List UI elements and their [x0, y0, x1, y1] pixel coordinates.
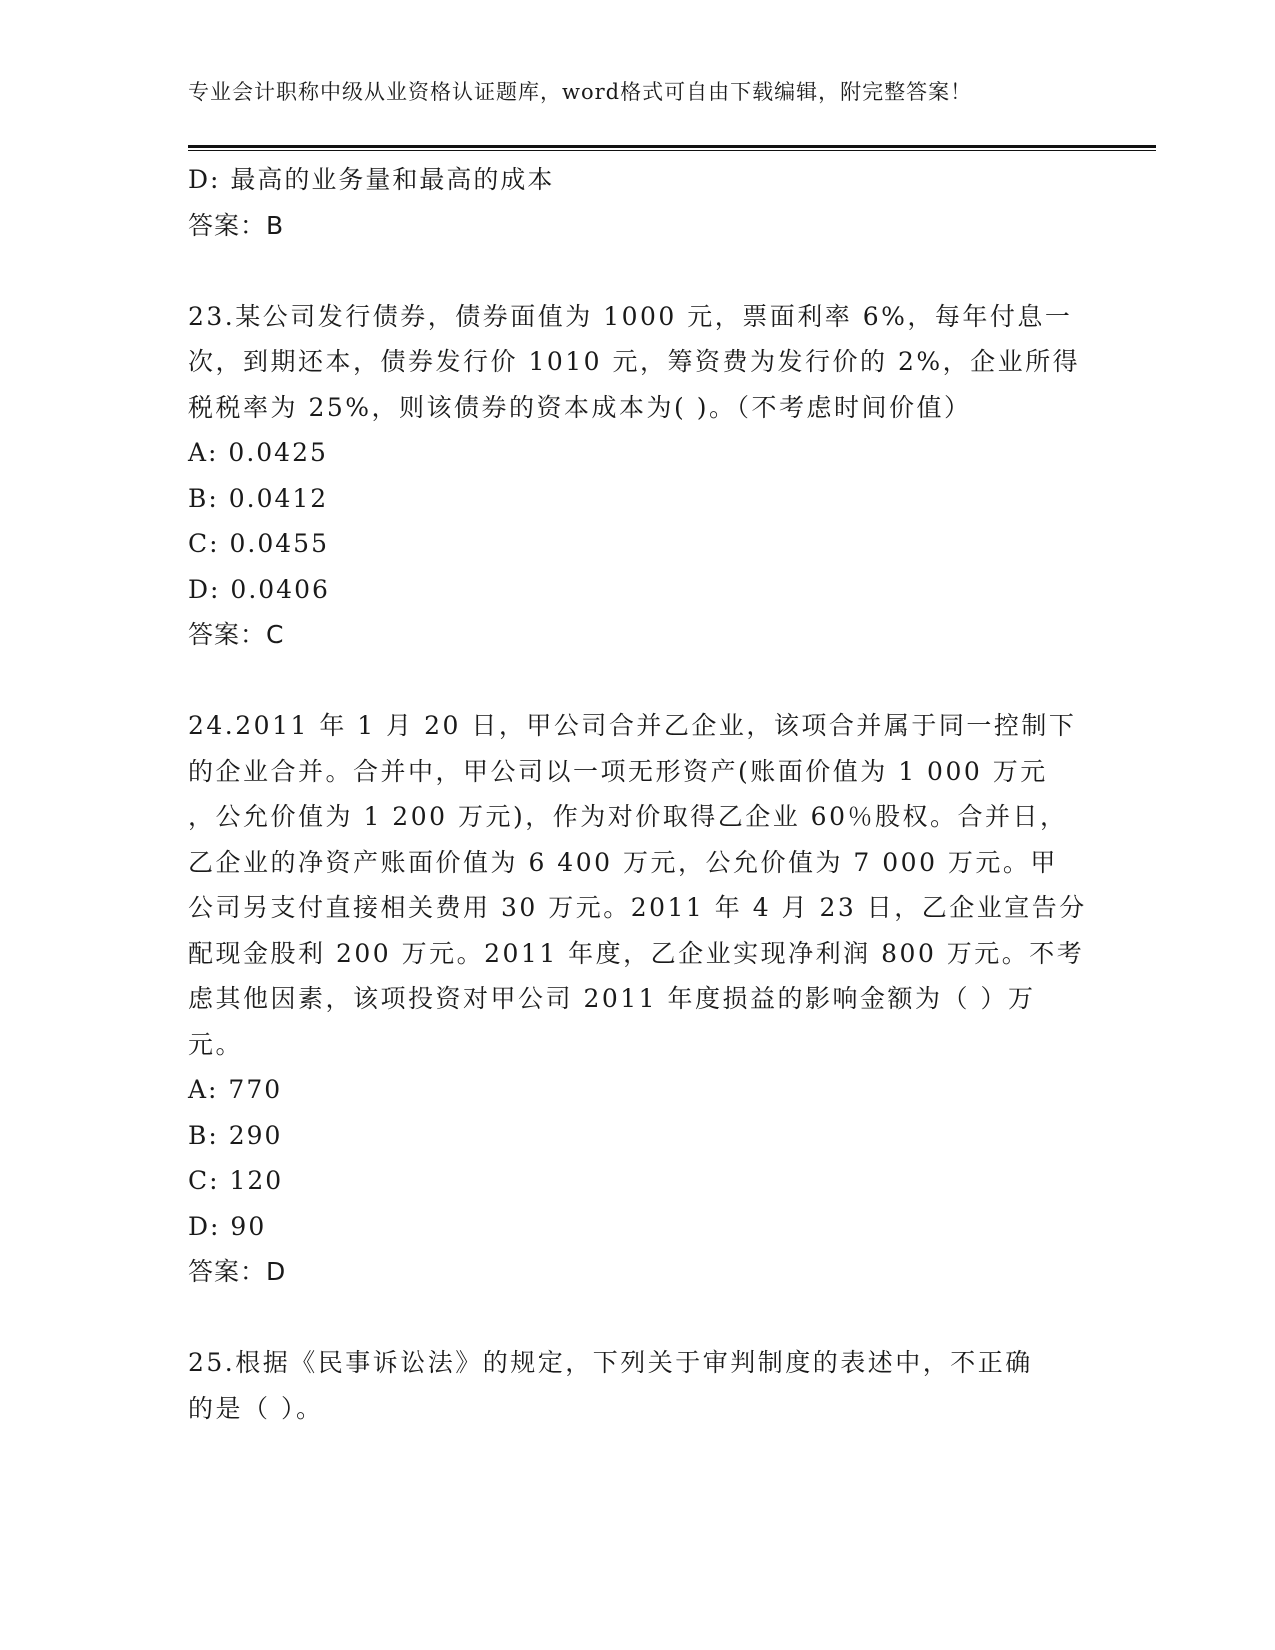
question-text-line: 24.2011 年 1 月 20 日，甲公司合并乙企业，该项合并属于同一控制下: [188, 711, 1077, 740]
question-24: [188, 703, 1088, 1067]
option-b: B: 290: [188, 1120, 283, 1150]
question-22-tail: [188, 157, 1088, 248]
question-text-line: 税税率为 25%，则该债券的资本成本为( )。（不考虑时间价值）: [188, 392, 972, 422]
question-text-line: 元。: [188, 1029, 244, 1059]
document-body: [188, 157, 1088, 1431]
option-c: C: 120: [188, 1166, 284, 1195]
option-a: A: 770: [188, 1075, 283, 1104]
question-text-line: 25.根据《民事诉讼法》的规定，下列关于审判制度的表述中，不正确: [188, 1348, 1033, 1377]
question-text-line: 公司另支付直接相关费用 30 万元。2011 年 4 月 23 日，乙企业宣告分: [188, 893, 1087, 922]
answer: 答案：C: [188, 620, 285, 649]
question-text-line: 23.某公司发行债券，债券面值为 1000 元，票面利率 6%，每年付息一: [188, 301, 1073, 331]
question-text-line: 乙企业的净资产账面价值为 6 400 万元，公允价值为 7 000 万元。甲: [188, 847, 1058, 877]
option-c: C: 0.0455: [188, 529, 329, 558]
question-25: [188, 1340, 1088, 1431]
answer: 答案：D: [188, 1257, 287, 1286]
option-d: D: 90: [188, 1211, 267, 1241]
question-text-line: 配现金股利 200 万元。2011 年度，乙企业实现净利润 800 万元。不考: [188, 938, 1085, 968]
page-header: 专业会计职称中级从业资格认证题库，word格式可自由下载编辑，附完整答案！: [188, 80, 973, 104]
option-b: B: 0.0412: [188, 483, 329, 513]
spacer: [188, 1295, 1088, 1341]
answer: 答案：B: [188, 210, 285, 240]
question-text-line: ，公允价值为 1 200 万元)，作为对价取得乙企业 60％股权。合并日，: [188, 802, 1068, 831]
option-a: A: 0.0425: [188, 438, 328, 467]
option-d: D: 最高的业务量和最高的成本: [188, 165, 555, 194]
spacer: [188, 658, 1088, 704]
question-text-line: 虑其他因素，该项投资对甲公司 2011 年度损益的影响金额为（ ）万: [188, 984, 1036, 1013]
question-23: [188, 294, 1088, 431]
question-text-line: 的是（ ）。: [188, 1393, 324, 1423]
question-text-line: 的企业合并。合并中，甲公司以一项无形资产(账面价值为 1 000 万元: [188, 756, 1048, 786]
header-divider-thick: [188, 145, 1156, 148]
header-divider-thin: [188, 150, 1156, 151]
option-d: D: 0.0406: [188, 574, 330, 604]
spacer: [188, 248, 1088, 294]
question-text-line: 次，到期还本，债券发行价 1010 元，筹资费为发行价的 2%，企业所得: [188, 347, 1081, 376]
